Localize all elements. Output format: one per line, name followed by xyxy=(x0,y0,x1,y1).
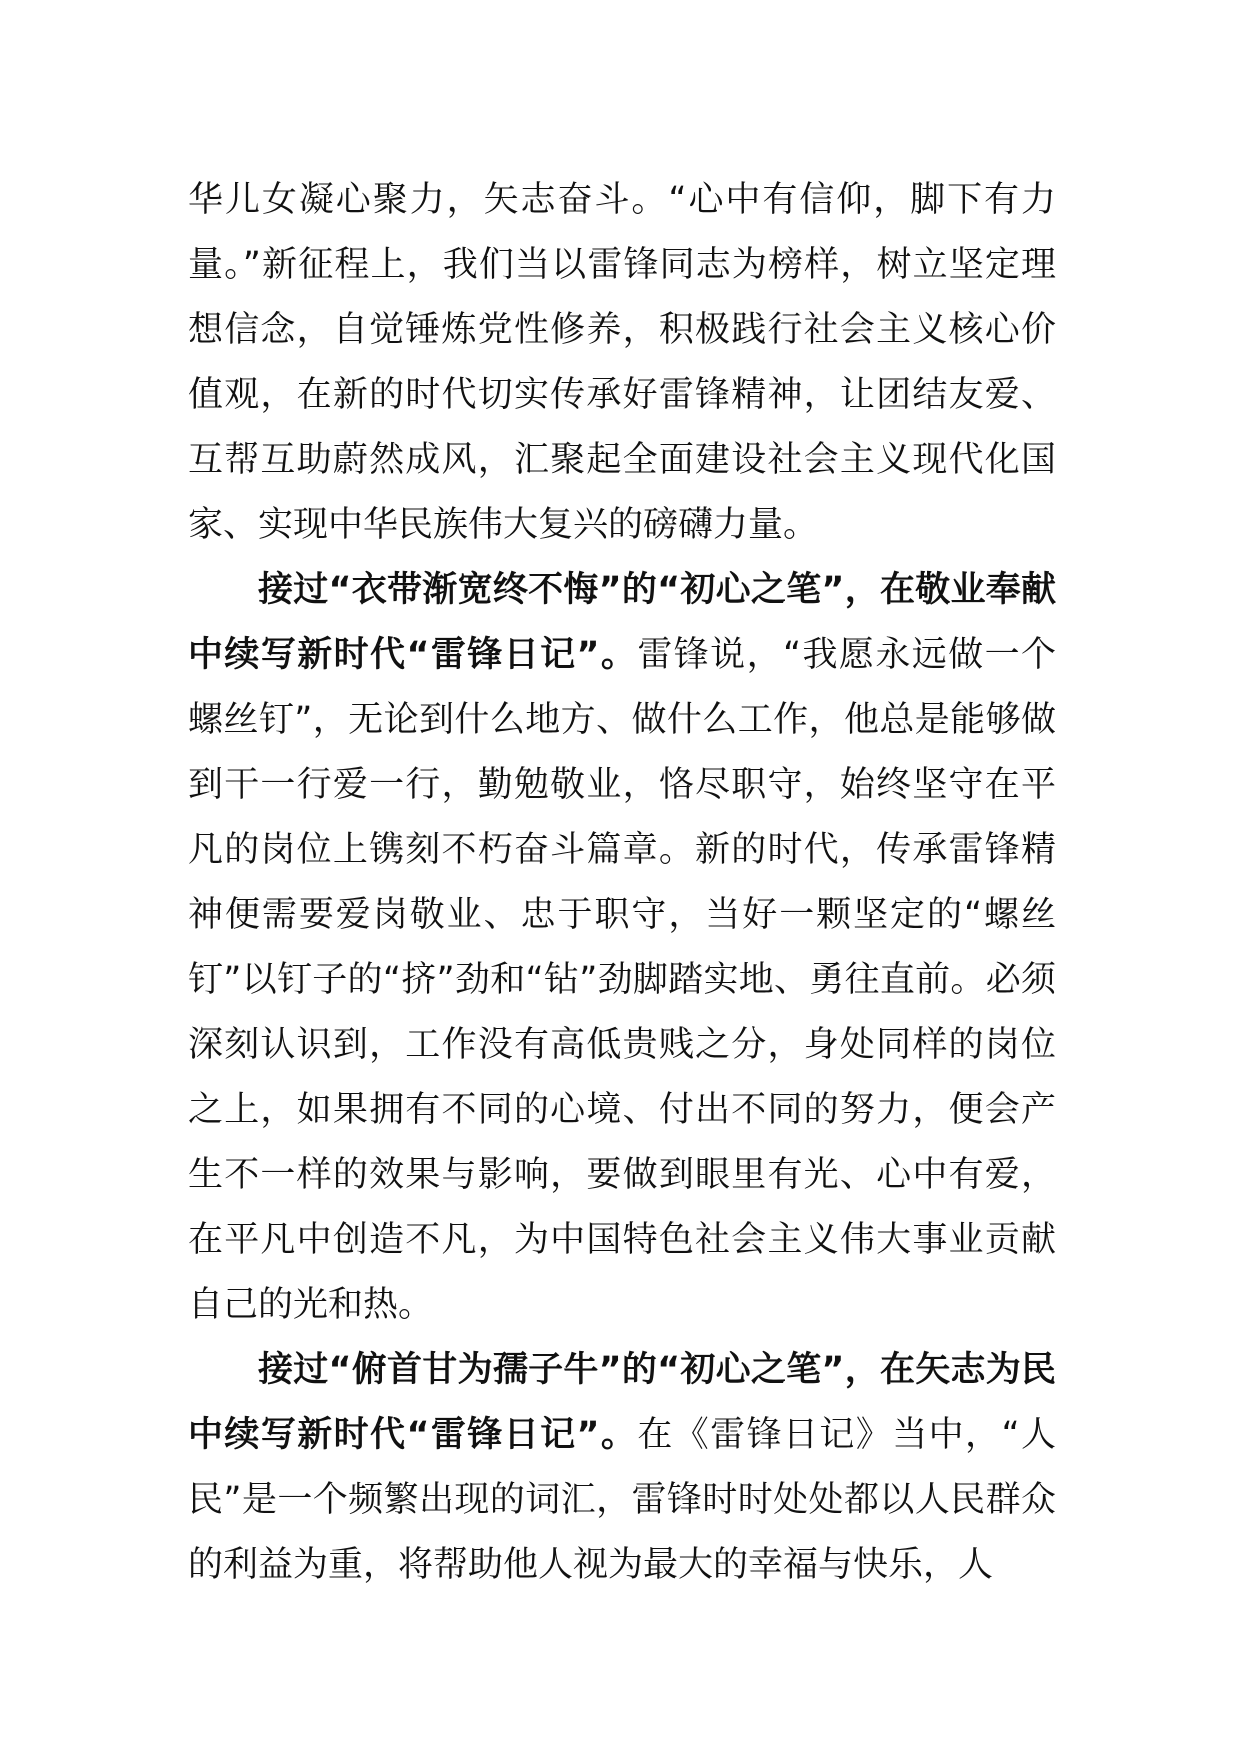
paragraph-lead-heading: 接过“俯首甘为孺子牛”的“初心之笔”，在矢志为民中续写新时代“雷锋日记”。 xyxy=(188,1350,1056,1455)
paragraph-text: 华儿女凝心聚力，矢志奋斗。“心中有信仰，脚下有力量。”新征程上，我们当以雷锋同志为榜样，树立坚定理想信念，自觉锤炼党性修养，积极践行社会主义核心价值观，在新的时代切实传承好雷锋精神，让团结友爱、互帮互助蔚然成风，汇聚起全面建设社会主义现代化国家、实现中华民族伟大复兴的磅礴力量。 xyxy=(188,180,1056,545)
paragraph-serve-people xyxy=(188,1338,1056,1598)
paragraph-continuation xyxy=(188,168,1056,558)
paragraph-lead-heading: 接过“衣带渐宽终不悔”的“初心之笔”，在敬业奉献中续写新时代“雷锋日记”。 xyxy=(188,570,1056,675)
document-body xyxy=(188,168,1056,1598)
paragraph-dedication xyxy=(188,558,1056,1338)
paragraph-text: 雷锋说，“我愿永远做一个螺丝钉”，无论到什么地方、做什么工作，他总是能够做到干一行爱一行，勤勉敬业，恪尽职守，始终坚守在平凡的岗位上镌刻不朽奋斗篇章。新的时代，传承雷锋精神便需要爱岗敬业、忠于职守，当好一颗坚定的“螺丝钉”以钉子的“挤”劲和“钻”劲脚踏实地、勇往直前。必须深刻认识到，工作没有高低贵贱之分，身处同样的岗位之上，如果拥有不同的心境、付出不同的努力，便会产生不一样的效果与影响，要做到眼里有光、心中有爱，在平凡中创造不凡，为中国特色社会主义伟大事业贡献自己的光和热。 xyxy=(188,635,1056,1325)
paragraph-text: 在《雷锋日记》当中，“人民”是一个频繁出现的词汇，雷锋时时处处都以人民群众的利益为重，将帮助他人视为最大的幸福与快乐，人 xyxy=(188,1415,1056,1585)
